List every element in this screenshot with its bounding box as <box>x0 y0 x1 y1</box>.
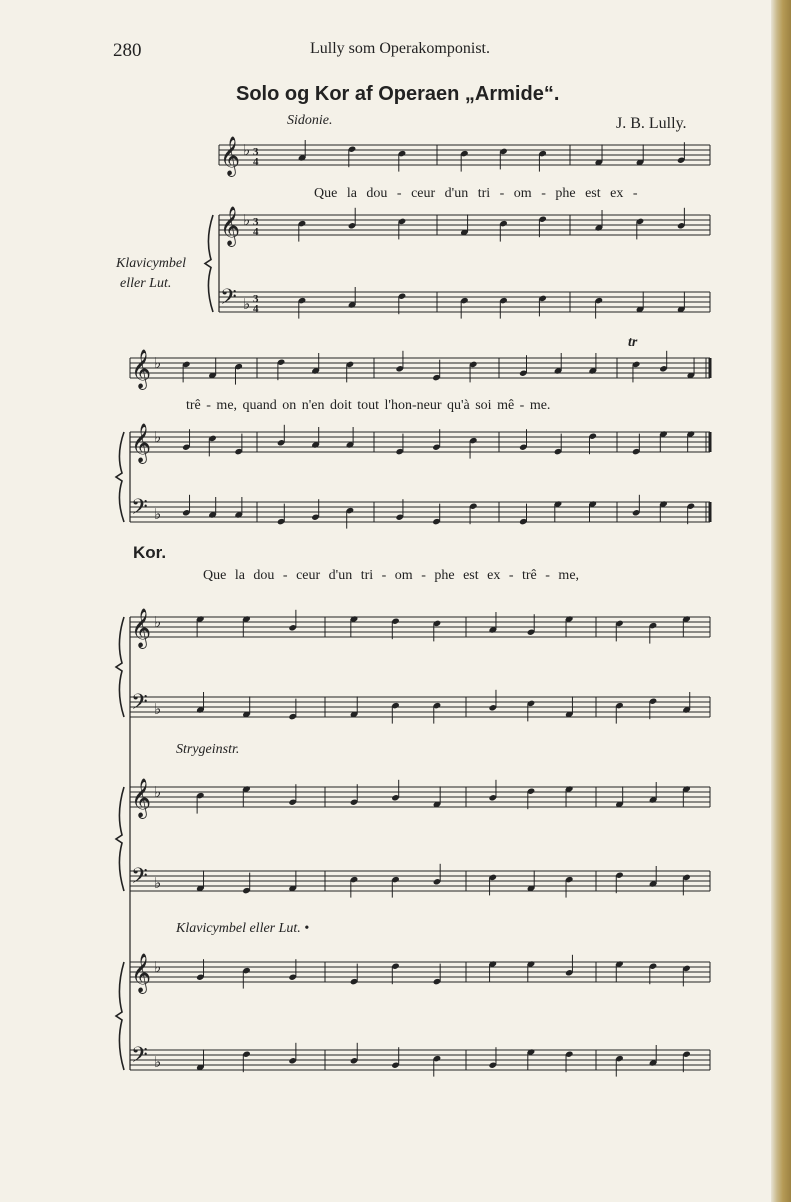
trill-mark: tr <box>628 335 638 350</box>
staff <box>219 285 710 319</box>
treble-clef: 𝄞 <box>131 955 152 992</box>
staff <box>130 350 710 390</box>
time-signature: 3 <box>253 146 259 158</box>
brace <box>116 432 124 522</box>
staff <box>219 207 710 247</box>
flat-sign: ♭ <box>154 356 162 372</box>
flat-sign: ♭ <box>154 785 162 801</box>
bass-clef: 𝄢 <box>220 285 237 314</box>
flat-sign: ♭ <box>243 213 251 229</box>
treble-clef: 𝄞 <box>131 425 152 462</box>
flat-sign: ♭ <box>154 507 162 523</box>
staff <box>130 954 710 994</box>
lyrics-system-3: Que la dou - ceur d'un tri - om - phe est ex - trê - me, <box>203 568 580 583</box>
flat-sign: ♭ <box>154 615 162 631</box>
staff <box>219 137 710 177</box>
brace <box>116 962 124 1070</box>
staff <box>130 864 710 898</box>
staff <box>130 779 710 819</box>
klavicymbel-label: Klavicymbel <box>116 256 186 271</box>
flat-sign: ♭ <box>154 876 162 892</box>
composer: J. B. Lully. <box>616 115 687 132</box>
running-head: Lully som Operakomponist. <box>310 40 490 57</box>
staff <box>130 690 710 724</box>
staff <box>130 495 710 529</box>
time-signature: 4 <box>253 226 259 238</box>
time-signature: 3 <box>253 293 259 305</box>
voice-label: Sidonie. <box>287 113 333 128</box>
staff <box>130 1043 710 1077</box>
staff <box>130 609 710 649</box>
bass-clef: 𝄢 <box>131 1043 148 1072</box>
flat-sign: ♭ <box>154 1055 162 1071</box>
bass-clef: 𝄢 <box>131 690 148 719</box>
lyrics-system-2: trê - me, quand on n'en doit tout l'hon-neur qu'à soi mê - me. <box>186 398 551 413</box>
bass-clef: 𝄢 <box>131 495 148 524</box>
staff <box>130 424 710 464</box>
treble-clef: 𝄞 <box>131 780 152 817</box>
flat-sign: ♭ <box>243 297 251 313</box>
kor-label: Kor. <box>133 543 167 562</box>
flat-sign: ♭ <box>154 960 162 976</box>
treble-clef: 𝄞 <box>220 208 241 245</box>
brace <box>116 787 124 891</box>
treble-clef: 𝄞 <box>131 351 152 388</box>
time-signature: 4 <box>253 156 259 168</box>
time-signature: 3 <box>253 216 259 228</box>
lyrics-system-1: Que la dou - ceur d'un tri - om - phe est ex - <box>314 186 638 201</box>
flat-sign: ♭ <box>243 143 251 159</box>
piece-title: Solo og Kor af Operaen „Armide“. <box>236 83 560 105</box>
lut-label: eller Lut. <box>120 276 172 291</box>
page-number: 280 <box>113 40 142 61</box>
klavicymbel-lut-label: Klavicymbel eller Lut. • <box>176 921 310 936</box>
strings-label: Strygeinstr. <box>176 742 240 757</box>
bass-clef: 𝄢 <box>131 864 148 893</box>
flat-sign: ♭ <box>154 430 162 446</box>
flat-sign: ♭ <box>154 702 162 718</box>
treble-clef: 𝄞 <box>131 610 152 647</box>
treble-clef: 𝄞 <box>220 138 241 175</box>
brace <box>205 215 213 312</box>
time-signature: 4 <box>253 303 259 315</box>
brace <box>116 617 124 717</box>
